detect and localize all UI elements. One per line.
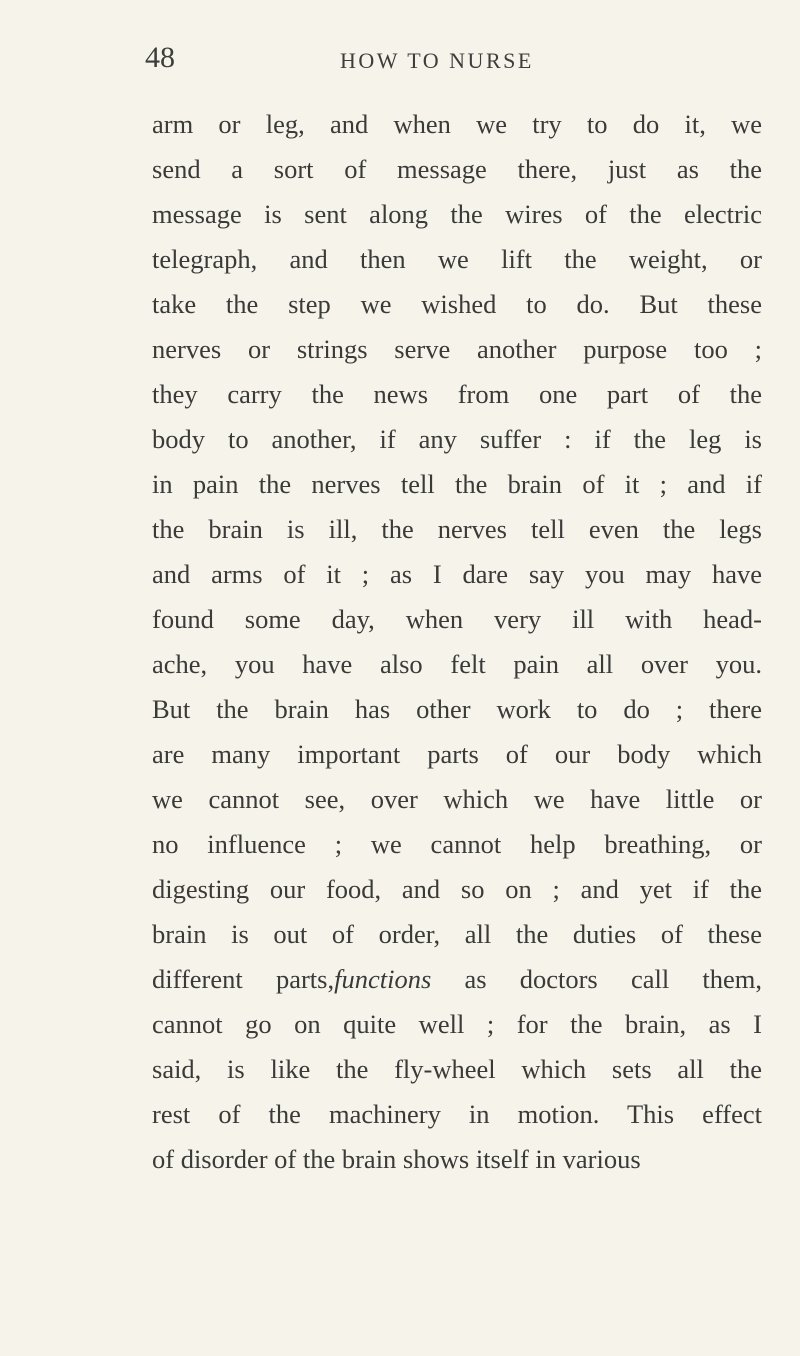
text-line: no influence ; we cannot help breathing, or (152, 829, 762, 859)
running-head (145, 40, 745, 76)
text-line: found some day, when very ill with head- (152, 604, 762, 634)
text-line: ache, you have also felt pain all over you. (152, 649, 762, 679)
text-line: arm or leg, and when we try to do it, we (152, 109, 762, 139)
text-line: But the brain has other work to do ; there (152, 694, 762, 724)
text-line: are many important parts of our body which (152, 739, 762, 769)
text-line: nerves or strings serve another purpose too ; (152, 334, 762, 364)
italic-term: functions (334, 964, 432, 994)
text-line: telegraph, and then we lift the weight, or (152, 244, 762, 274)
text-line: body to another, if any suffer : if the leg is (152, 424, 762, 454)
text-line-mixed (152, 957, 762, 1002)
text-line: rest of the machinery in motion. This effect (152, 1099, 762, 1129)
text-line: we cannot see, over which we have little or (152, 784, 762, 814)
text-line: in pain the nerves tell the brain of it ; and if (152, 469, 762, 499)
text-line: said, is like the fly-wheel which sets all the (152, 1054, 762, 1084)
text-line: send a sort of message there, just as the (152, 154, 762, 184)
text-line: message is sent along the wires of the electric (152, 199, 762, 229)
text-line: of disorder of the brain shows itself in various (152, 1144, 641, 1174)
text-line: digesting our food, and so on ; and yet if the (152, 874, 762, 904)
text-span: different parts, (152, 964, 335, 994)
text-line: and arms of it ; as I dare say you may have (152, 559, 762, 589)
text-span: as doctors call them, (431, 964, 763, 994)
text-line: cannot go on quite well ; for the brain, as I (152, 1009, 762, 1039)
text-line: take the step we wished to do. But these (152, 289, 762, 319)
text-line: the brain is ill, the nerves tell even the legs (152, 514, 762, 544)
text-line: they carry the news from one part of the (152, 379, 762, 409)
body-text (152, 102, 762, 1182)
page-number: 48 (145, 41, 175, 74)
text-line: brain is out of order, all the duties of these (152, 919, 762, 949)
running-title: HOW TO NURSE (340, 48, 534, 73)
